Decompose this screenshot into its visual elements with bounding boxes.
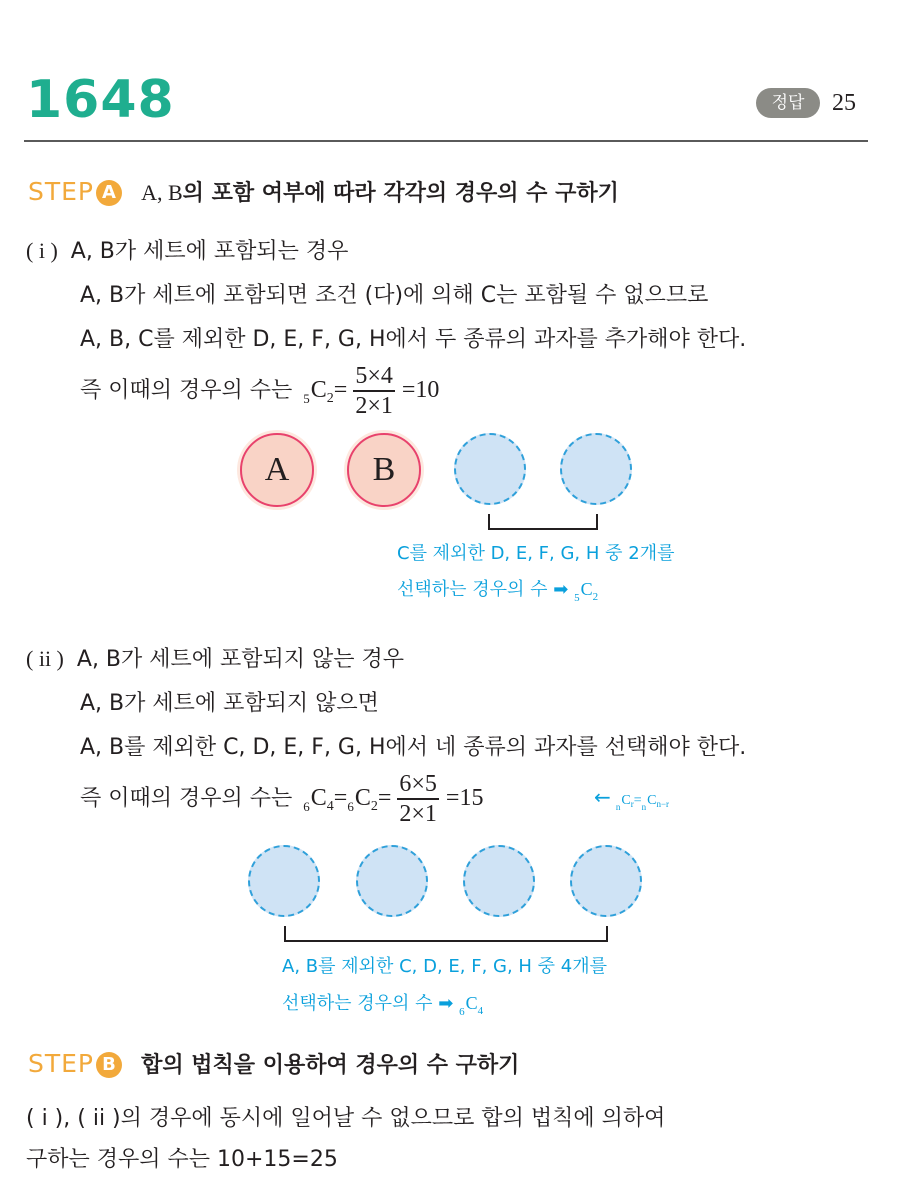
- case1-caption-text: 선택하는 경우의 수: [397, 579, 548, 600]
- case2-caption-line2: [282, 989, 484, 1018]
- case2-heading: A, B가 세트에 포함되지 않는 경우: [76, 647, 405, 672]
- case2-comb1-sub: 4: [326, 799, 334, 814]
- case2-eq2: =: [377, 785, 392, 811]
- case2-heading-row: [26, 642, 404, 673]
- case2-formula-lead: 즉 이때의 경우의 수는: [80, 786, 293, 811]
- step-a-title-prefix: A, B: [141, 180, 183, 205]
- case1-comb-c: C: [310, 377, 327, 403]
- problem-number: 1648: [26, 70, 175, 130]
- step-b-heading: [28, 1048, 519, 1079]
- case1-formula-lead: 즉 이때의 경우의 수는: [80, 378, 293, 403]
- note-c2: C: [647, 793, 657, 808]
- circle-b: [347, 433, 421, 507]
- case2-comb2-c: C: [354, 785, 371, 811]
- case1-marker: ( i ): [26, 238, 58, 263]
- case2-comb2-sub: 2: [370, 799, 378, 814]
- case1-line2: A, B, C를 제외한 D, E, F, G, H에서 두 종류의 과자를 추가해야 한다.: [80, 327, 747, 352]
- combination-identity-note: [594, 785, 670, 812]
- answer-page-number: 25: [832, 90, 856, 116]
- case2-frac-numerator: 6×5: [397, 770, 439, 800]
- step-a-letter-badge: A: [96, 180, 122, 206]
- case1-formula: [80, 362, 439, 420]
- empty-slot-circle: [454, 433, 526, 505]
- case1-frac-denominator: 2×1: [355, 393, 393, 419]
- right-arrow-icon: ➡: [553, 579, 569, 600]
- note-pre-n: n: [615, 802, 621, 812]
- case2-line1: A, B가 세트에 포함되지 않으면: [80, 691, 379, 716]
- case1-fraction: [353, 362, 395, 420]
- case1-caption-pre: 5: [574, 592, 580, 604]
- circle-a-label: A: [264, 451, 290, 488]
- note-sub-nr: n−r: [656, 799, 670, 809]
- case2-caption-text: 선택하는 경우의 수: [282, 993, 433, 1014]
- empty-slot-circle: [463, 845, 535, 917]
- case2-caption-line1: A, B를 제외한 C, D, E, F, G, H 중 4개를: [282, 956, 608, 977]
- case1-eq: =: [333, 377, 348, 403]
- conclusion-line2: 구하는 경우의 수는 10+15=25: [26, 1147, 338, 1172]
- case2-caption-c: C: [465, 993, 478, 1013]
- case2-frac-denominator: 2×1: [399, 801, 437, 827]
- header-divider: [24, 140, 868, 142]
- case1-heading-row: [26, 234, 348, 265]
- case1-frac-numerator: 5×4: [353, 362, 395, 392]
- note-sub-r: r: [630, 799, 634, 809]
- selection-bracket: [284, 926, 608, 942]
- step-a-label: STEP: [28, 177, 95, 206]
- case1-comb-sub: 2: [326, 391, 334, 406]
- step-b-label: STEP: [28, 1049, 95, 1078]
- case1-heading: A, B가 세트에 포함되는 경우: [70, 239, 349, 264]
- case1-comb-pre: 5: [303, 391, 310, 406]
- case2-comb1-pre: 6: [303, 799, 310, 814]
- case2-comb1-c: C: [310, 785, 327, 811]
- circle-a: [240, 433, 314, 507]
- note-pre-n2: n: [641, 802, 647, 812]
- step-a-heading: [28, 176, 619, 207]
- case1-caption-c: C: [580, 579, 593, 599]
- note-c: C: [621, 793, 631, 808]
- case1-line1: A, B가 세트에 포함되면 조건 (다)에 의해 C는 포함될 수 없으므로: [80, 283, 709, 308]
- conclusion-line1: ( i ), ( ii )의 경우에 동시에 일어날 수 없으므로 합의 법칙에 의하여: [26, 1106, 666, 1131]
- case2-caption-pre: 6: [459, 1006, 465, 1018]
- case2-caption-sub: 4: [477, 1005, 484, 1017]
- case2-formula: [80, 770, 483, 828]
- case2-fraction: [397, 770, 439, 828]
- case1-caption-line2: [397, 575, 599, 604]
- note-eq: =: [633, 793, 642, 808]
- step-b-letter-badge: B: [96, 1052, 122, 1078]
- case2-line2: A, B를 제외한 C, D, E, F, G, H에서 네 종류의 과자를 선택해야 한다.: [80, 735, 747, 760]
- case1-caption-sub: 2: [592, 591, 599, 603]
- answer-badge: 정답: [756, 88, 820, 118]
- case1-caption-line1: C를 제외한 D, E, F, G, H 중 2개를: [397, 543, 675, 564]
- empty-slot-circle: [570, 845, 642, 917]
- left-arrow-icon: ←: [594, 785, 611, 809]
- selection-bracket: [488, 514, 598, 530]
- empty-slot-circle: [560, 433, 632, 505]
- empty-slot-circle: [356, 845, 428, 917]
- circle-b-label: B: [372, 451, 396, 488]
- case2-marker: ( ii ): [26, 646, 64, 671]
- right-arrow-icon: ➡: [438, 993, 454, 1014]
- case2-result: =15: [445, 785, 484, 811]
- step-b-title: 합의 법칙을 이용하여 경우의 수 구하기: [141, 1053, 520, 1078]
- step-a-title: 의 포함 여부에 따라 각각의 경우의 수 구하기: [182, 181, 619, 206]
- case2-eq1: =: [333, 785, 348, 811]
- case2-comb2-pre: 6: [347, 799, 354, 814]
- empty-slot-circle: [248, 845, 320, 917]
- case1-result: =10: [401, 377, 440, 403]
